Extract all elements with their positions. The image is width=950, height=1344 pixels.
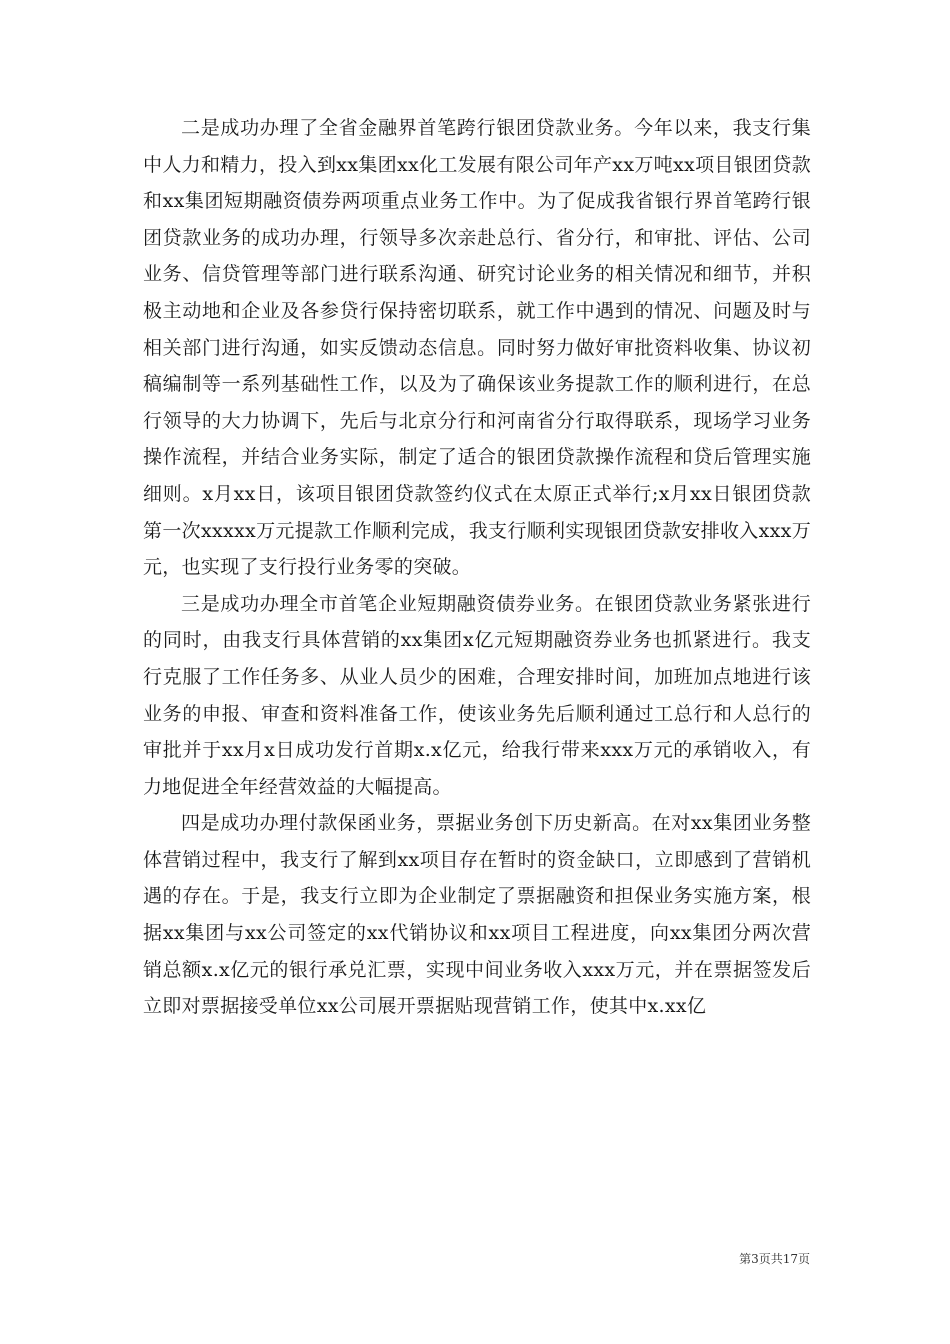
- paragraph-3: 三是成功办理全市首笔企业短期融资债券业务。在银团贷款业务紧张进行的同时，由我支行具体营销的xx集团x亿元短期融资券业务也抓紧进行。我支行克服了工作任务多、从业人员少的困难，合理安排时间，加班加点地进行该业务的申报、审查和资料准备工作，使该业务先后顺利通过工总行和人总行的审批并于xx月x日成功发行首期x.x亿元，给我行带来xxx万元的承销收入，有力地促进全年经营效益的大幅提高。: [143, 592, 811, 798]
- paragraph-4: 四是成功办理付款保函业务，票据业务创下历史新高。在对xx集团业务整体营销过程中，我支行了解到xx项目存在暂时的资金缺口，立即感到了营销机遇的存在。于是，我支行立即为企业制定了票据融资和担保业务实施方案，根据xx集团与xx公司签定的xx代销协议和xx项目工程进度，向xx集团分两次营销总额x.x亿元的银行承兑汇票，实现中间业务收入xxx万元，并在票据签发后立即对票据接受单位xx公司展开票据贴现营销工作，使其中x.xx亿: [143, 812, 811, 1018]
- paragraph-2: 二是成功办理了全省金融界首笔跨行银团贷款业务。今年以来，我支行集中人力和精力，投入到xx集团xx化工发展有限公司年产xx万吨xx项目银团贷款和xx集团短期融资债券两项重点业务工作中。为了促成我省银行界首笔跨行银团贷款业务的成功办理，行领导多次亲赴总行、省分行，和审批、评估、公司业务、信贷管理等部门进行联系沟通、研究讨论业务的相关情况和细节，并积极主动地和企业及各参贷行保持密切联系，就工作中遇到的情况、问题及时与相关部门进行沟通，如实反馈动态信息。同时努力做好审批资料收集、协议初稿编制等一系列基础性工作，以及为了确保该业务提款工作的顺利进行，在总行领导的大力协调下，先后与北京分行和河南省分行取得联系，现场学习业务操作流程，并结合业务实际，制定了适合的银团贷款操作流程和贷后管理实施细则。x月xx日，该项目银团贷款签约仪式在太原正式举行;x月xx日银团贷款第一次xxxxx万元提款工作顺利完成，我支行顺利实现银团贷款安排收入xxx万元，也实现了支行投行业务零的突破。: [143, 117, 811, 579]
- body-text: [143, 110, 811, 1025]
- page-number-footer: 第3页共17页: [739, 1252, 810, 1266]
